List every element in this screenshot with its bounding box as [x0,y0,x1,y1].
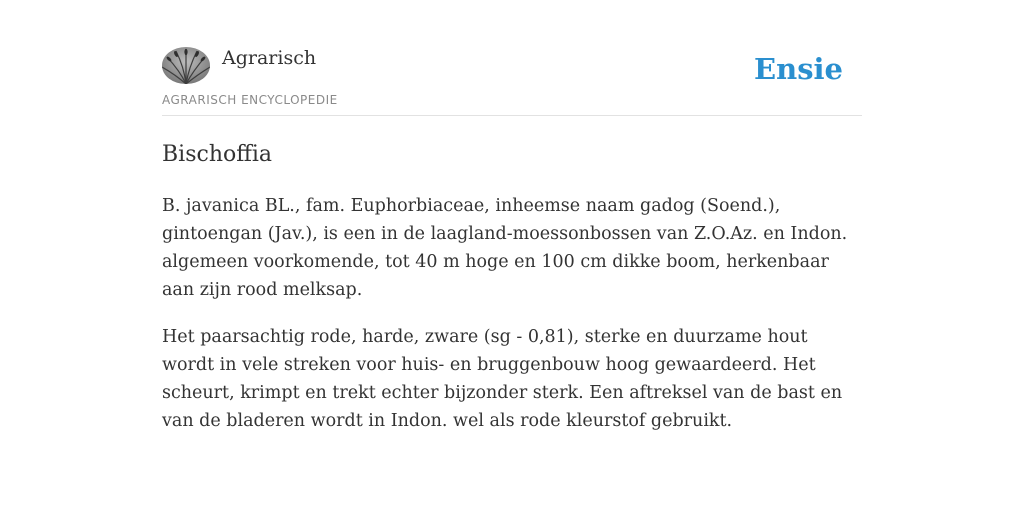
source-subtitle[interactable]: AGRARISCH ENCYCLOPEDIE [162,93,338,107]
article-body [162,192,862,454]
wheat-field-icon[interactable] [162,47,210,84]
article-paragraph-1: B. javanica BL., fam. Euphorbiaceae, inheemse naam gadog (Soend.), gintoengan (Jav.), is een in de laagland-moessonbossen van Z.O.Az. en Indon. algemeen voorkomende, tot 40 m hoge en 100 cm dikke boom, herkenbaar aan zijn rood melksap. [162,196,848,300]
source-name[interactable]: Agrarisch [222,47,317,69]
article-paragraph-2: Het paarsachtig rode, harde, zware (sg - 0,81), sterke en duurzame hout wordt in vele streken voor huis- en bruggenbouw hoog gewaardeerd. Het scheurt, krimpt en trekt echter bijzonder sterk. Een aftreksel van de bast en van de bladeren wordt in Indon. wel als rode kleurstof gebruikt. [162,327,843,431]
article-title: Bischoffia [162,142,273,167]
brand-logo[interactable]: Ensie [754,52,843,86]
site-header [162,45,862,116]
